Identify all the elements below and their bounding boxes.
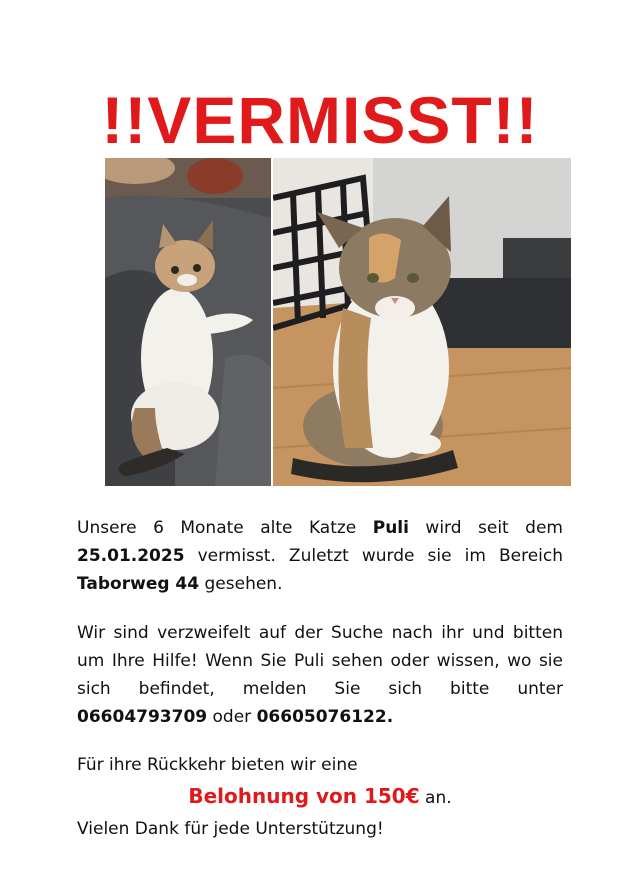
reward-suffix: an. [419, 788, 452, 808]
page-title: !!VERMISST!! [101, 83, 539, 157]
closing-text: Vielen Dank für jede Unterstützung! [77, 819, 384, 839]
contact-text: Wir sind verzweifelt auf der Suche nach ihr und bitten um Ihre Hilfe! Wenn Sie Puli sehen oder wissen, wo sie sich befindet, melden Sie sich bitte unter [77, 623, 563, 699]
cat-by-carrier-photo [273, 158, 571, 486]
reward-intro: Für ihre Rückkehr bieten wir eine [77, 755, 358, 775]
description-paragraph [77, 514, 563, 598]
reward-line [0, 781, 640, 813]
cat-on-sofa-photo [105, 158, 271, 486]
cat-name: Puli [372, 518, 409, 538]
description-text: gesehen. [199, 574, 283, 594]
photo-collage [105, 158, 571, 486]
description-text: wird seit dem [408, 518, 563, 538]
contact-paragraph [77, 619, 563, 731]
description-text: Unsere 6 Monate alte Katze [77, 518, 373, 538]
contact-text: oder [207, 707, 257, 727]
reward-amount: Belohnung von 150€ [188, 784, 420, 808]
description-text: vermisst. Zuletzt wurde sie im Bereich [184, 546, 563, 566]
phone-number-1: 06604793709 [77, 707, 208, 727]
last-seen-location: Taborweg 44 [77, 574, 200, 594]
phone-number-2: 06605076122. [256, 707, 394, 727]
missing-date: 25.01.2025 [77, 546, 185, 566]
